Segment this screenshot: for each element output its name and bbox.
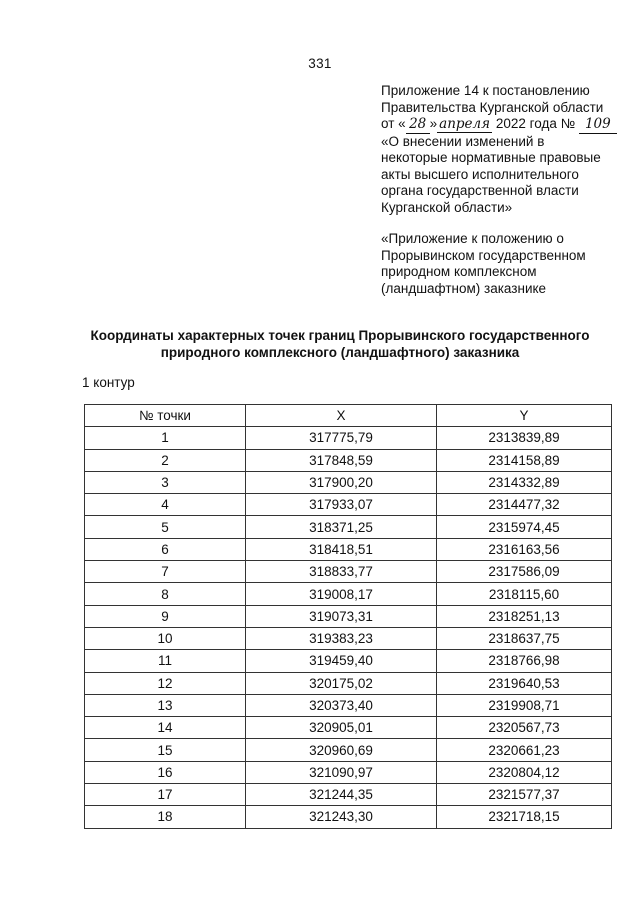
appendix-line-6: акты высшего исполнительного [381,166,579,182]
cell-x: 320905,01 [246,717,437,739]
appendix-block [381,83,626,216]
date-mid: » [429,116,438,131]
table-row [85,784,612,806]
document-title [40,327,640,361]
cell-point-number: 17 [85,784,246,806]
cell-point-number: 7 [85,561,246,583]
contour-label: 1 контур [82,375,135,390]
table-header-row [85,405,612,427]
header-x: X [246,405,437,427]
cell-y: 2314332,89 [437,471,612,493]
table-row [85,650,612,672]
table-row [85,605,612,627]
table-row [85,561,612,583]
cell-x: 319008,17 [246,583,437,605]
handwritten-day: 28 [406,116,430,134]
cell-y: 2316163,56 [437,538,612,560]
title-line-1: Координаты характерных точек границ Прорывинского государственного [90,328,590,343]
annex-line-4: (ландшафтном) заказнике [381,280,547,296]
cell-x: 318833,77 [246,561,437,583]
cell-x: 317933,07 [246,494,437,516]
annex-block [381,231,626,297]
date-year: 2022 года № [492,116,579,131]
table-row [85,672,612,694]
annex-line-2: Прорывинском государственном [381,247,586,263]
cell-point-number: 4 [85,494,246,516]
cell-x: 318418,51 [246,538,437,560]
table-row [85,627,612,649]
table-row [85,494,612,516]
cell-point-number: 18 [85,806,246,828]
cell-x: 317848,59 [246,449,437,471]
cell-point-number: 5 [85,516,246,538]
table-row [85,694,612,716]
cell-point-number: 12 [85,672,246,694]
cell-point-number: 6 [85,538,246,560]
title-line-2: природного комплексного (ландшафтного) заказника [160,345,520,360]
table-row [85,427,612,449]
annex-line-3: природном комплексном [381,264,537,279]
cell-x: 321244,35 [246,784,437,806]
header-y: Y [437,405,612,427]
cell-point-number: 9 [85,605,246,627]
table-row [85,538,612,560]
header-point-number: № точки [85,405,246,427]
cell-y: 2321718,15 [437,806,612,828]
appendix-line-8: Курганской области» [381,199,513,215]
cell-x: 317900,20 [246,471,437,493]
coordinates-table [84,404,612,829]
cell-x: 318371,25 [246,516,437,538]
cell-y: 2321577,37 [437,784,612,806]
appendix-line-1: Приложение 14 к постановлению [381,83,590,98]
cell-point-number: 2 [85,449,246,471]
appendix-line-5: некоторые нормативные правовые [381,150,601,165]
cell-point-number: 14 [85,717,246,739]
cell-point-number: 11 [85,650,246,672]
handwritten-doc-number: 109 [579,116,617,134]
page-number: 331 [308,56,332,71]
cell-x: 317775,79 [246,427,437,449]
cell-y: 2320661,23 [437,739,612,761]
cell-x: 321243,30 [246,806,437,828]
cell-y: 2318637,75 [437,627,612,649]
cell-point-number: 8 [85,583,246,605]
annex-line-1: «Приложение к положению о [381,231,564,246]
appendix-date-line [381,116,626,134]
cell-point-number: 10 [85,627,246,649]
appendix-line-7: органа государственной власти [381,183,579,198]
cell-y: 2318251,13 [437,605,612,627]
cell-y: 2313839,89 [437,427,612,449]
cell-y: 2320567,73 [437,717,612,739]
cell-y: 2319908,71 [437,694,612,716]
cell-point-number: 3 [85,471,246,493]
table-row [85,761,612,783]
cell-y: 2315974,45 [437,516,612,538]
table-row [85,516,612,538]
handwritten-month: апреля [439,116,491,132]
cell-y: 2319640,53 [437,672,612,694]
table-row [85,806,612,828]
cell-point-number: 15 [85,739,246,761]
cell-x: 320960,69 [246,739,437,761]
cell-x: 321090,97 [246,761,437,783]
table-row [85,583,612,605]
cell-y: 2320804,12 [437,761,612,783]
table-row [85,717,612,739]
cell-x: 319073,31 [246,605,437,627]
table-row [85,471,612,493]
cell-y: 2317586,09 [437,561,612,583]
date-prefix: от « [381,116,406,131]
cell-point-number: 16 [85,761,246,783]
table-body [85,427,612,828]
cell-x: 320175,02 [246,672,437,694]
table-row [85,449,612,471]
table-row [85,739,612,761]
appendix-line-2: Правительства Курганской области [381,99,604,115]
cell-point-number: 13 [85,694,246,716]
cell-y: 2314477,32 [437,494,612,516]
appendix-line-4: «О внесении изменений в [381,133,545,149]
cell-x: 319383,23 [246,627,437,649]
cell-y: 2318115,60 [437,583,612,605]
cell-x: 320373,40 [246,694,437,716]
cell-y: 2318766,98 [437,650,612,672]
cell-x: 319459,40 [246,650,437,672]
cell-y: 2314158,89 [437,449,612,471]
cell-point-number: 1 [85,427,246,449]
